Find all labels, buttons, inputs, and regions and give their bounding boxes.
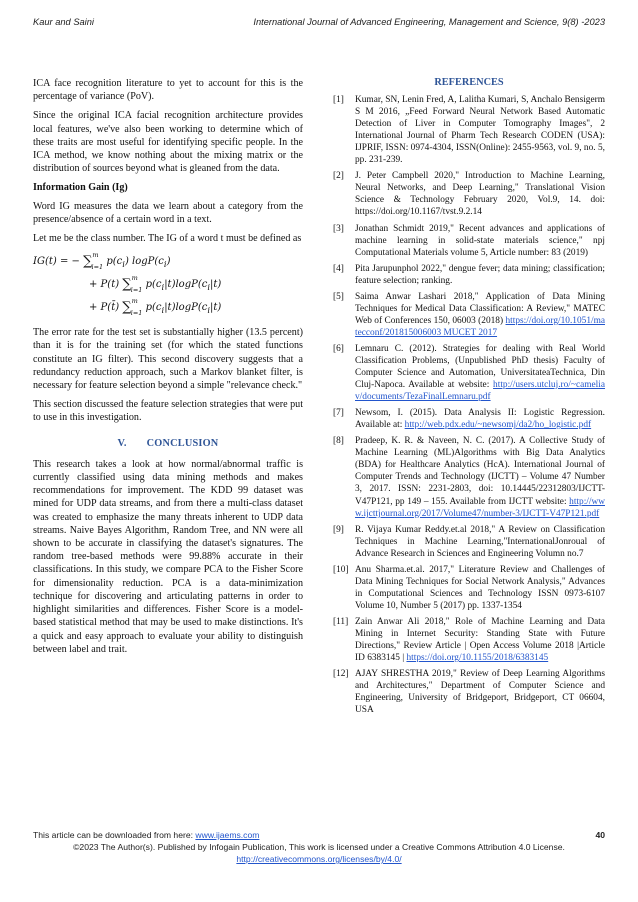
footer-license-link[interactable]: http://creativecommons.org/licenses/by/4.0/ (236, 854, 402, 864)
equation-line-1: IG(t) = − ∑$^m_{i=1}$ $p(c_i)$ $\log P(c_i)$ (33, 251, 171, 272)
reference-link[interactable]: https://doi.org/10.1155/2018/6383145 (406, 653, 549, 664)
reference-text (355, 223, 605, 259)
reference-item (333, 343, 605, 403)
equation-line-3: + P(t̄) ∑$^m_{i=1}$ $p(c_i|t)\log P(c_i|t)$ (89, 297, 222, 318)
reference-item (333, 564, 605, 612)
reference-item (333, 94, 605, 166)
reference-number: [12] (333, 669, 349, 680)
reference-number: [6] (333, 343, 344, 354)
paragraph: This research takes a look at how normal/abnormal traffic is currently classified using data mining methods and makes recommendations for improvement. The KDD 99 dataset was mined for UDP data streams, and from there a multi-class dataset was created to emphasize the many threats inherent to UDP data streams. Naive Bayes Algorithm, Random Tree, and NN were all shown to be accurate in classifying the dataset's signatures. The random tree-based methods were 99.88% accurate in their classifications. In this study, we compare PCA to the Fisher Score for dimensionality reduction. PCA is a data-minimization technique for discovering and articulating patterns in order to highlight similarities and differences. Fisher Score is a model-based statistical method that may be used to make distinctions. It's a quick and easy approach to evaluate your ability to distinguish between label and trait. (33, 458, 303, 655)
reference-citation: Pita Jarupunphol 2022," dengue fever; data mining; classification; feature selection; ranking. (355, 263, 605, 286)
section-number: V. (117, 437, 127, 449)
footer-site-link[interactable]: www.ijaems.com (195, 830, 260, 840)
reference-citation: Saima Anwar Lashari 2018," Application of Data Mining Techniques for Medical Data Classification: A Review," MATEC Web of Conferences 150, 06003 (2018) (355, 291, 605, 326)
reference-text (355, 435, 605, 519)
reference-item (333, 170, 605, 218)
reference-item (333, 435, 605, 519)
reference-text (355, 616, 605, 664)
paragraph: Let me be the class number. The IG of a word t must be defined as (33, 233, 302, 245)
reference-link[interactable]: http://web.pdx.edu/~newsomj/da2/ho_logistic.pdf (404, 420, 592, 431)
reference-item (333, 263, 605, 287)
reference-citation: Jonathan Schmidt 2019," Recent advances and applications of machine learning in solid-state materials science," npj Computational Materials volume 5, Article number: 83 (2019) (355, 223, 605, 258)
reference-citation: Kumar, SN, Lenin Fred, A, Lalitha Kumari, S, Anchalo Bensigerm S M 2016, „Feed Forward Neural Network Based Automatic Detection of Liver in Computer Tomography Images", 2 International Journal of Pharm Tech Research CODEN (USA): IJPRIF, ISSN: 0974-4304, ISSN(Online): 2455-9563, vol. 9, no. 5, pp. 231-239. (355, 95, 605, 166)
reference-number: [5] (333, 291, 344, 302)
reference-item (333, 668, 605, 716)
reference-number: [9] (333, 524, 344, 535)
subheading: Information Gain (Ig) (33, 182, 128, 194)
reference-citation: Lemnaru C. (2012). Strategies for dealing with Real World Classification Problems, (Unpublished PhD thesis) Faculty of Computer Science and Automation, UniversitateaTechnica, Din Cluj-Napoca. Available at website: (355, 343, 605, 391)
reference-text (355, 263, 605, 287)
left-column (33, 77, 303, 662)
header-journal: International Journal of Advanced Engineering, Management and Science, 9(8) -2023 (253, 17, 605, 27)
footer-license-text: ©2023 The Author(s). Published by Infogain Publication, This work is licensed under a Creative Commons Attribution 4.0 License. (73, 842, 565, 852)
paragraph: Since the original ICA facial recognition architecture provides local features, we've also been working to determine which of these traits are most useful for identifying specific people. In the ICA method, we know nothing about the mixing matrix or the distribution of sources beyond what is gleaned from the data. (33, 110, 303, 175)
reference-item (333, 223, 605, 259)
reference-item (333, 291, 605, 339)
reference-list (333, 94, 605, 716)
reference-text (355, 524, 605, 560)
paragraph: Word IG measures the data we learn about a category from the presence/absence of a certain word in a text. (33, 200, 303, 225)
reference-number: [10] (333, 564, 349, 575)
reference-text (355, 564, 605, 612)
footer-download-text: This article can be downloaded from here: (33, 830, 196, 840)
reference-citation: J. Peter Campbell 2020," Introduction to Machine Learning, Neural Networks, and Deep Learning," Translational Vision Science & Technology February 2020, Vol.9, 14. doi: https://doi.org/10.1167/tvst.9.2.14 (355, 171, 605, 218)
reference-number: [1] (333, 95, 344, 106)
reference-citation: AJAY SHRESTHA 2019," Review of Deep Learning Algorithms and Architectures," Department of Computer Science and Engineering, University of Bridgeport, Bridgeport, CT 06604, USA (355, 669, 605, 716)
references-column (333, 77, 605, 720)
section-heading-conclusion (33, 437, 303, 450)
reference-link[interactable]: http://users.utcluj.ro/~cameliav/documents/TezaFinalLemnaru.pdf (355, 380, 606, 403)
reference-number: [3] (333, 223, 344, 234)
reference-number: [4] (333, 263, 344, 274)
references-heading: REFERENCES (434, 77, 504, 88)
reference-number: [11] (333, 616, 349, 627)
reference-text (355, 291, 605, 339)
reference-number: [7] (333, 408, 344, 419)
reference-text (355, 94, 605, 166)
reference-item (333, 524, 605, 560)
header-authors: Kaur and Saini (33, 17, 94, 27)
reference-text (355, 343, 605, 403)
paragraph: This section discussed the feature selection strategies that were put to use in this investigation. (33, 399, 303, 424)
paragraph: ICA face recognition literature to yet to account for this is the percentage of variance (PoV). (33, 78, 303, 103)
reference-citation: Newsom, I. (2015). Data Analysis II: Logistic Regression. Available at: (355, 408, 605, 431)
equation-line-2: + P(t) ∑$^m_{i=1}$ $p(c_i|t)\log P(c_i|t)$ (89, 274, 222, 295)
reference-citation: Pradeep, K. R. & Naveen, N. C. (2017). A Collective Study of Machine Learning (ML)Algorithms with Big Data Analytics (BDA) for Healthcare Analytics (HcA). International Journal of Computer Trends and Technology (IJCTT) – Volume 47 Number 3, 2017. ISSN: 2231-2803, doi: 10.14445/22312803/IJCTT-V47P121, pp 149 – 155. Available from IJCTT website: (355, 436, 605, 507)
reference-citation: Zain Anwar Ali 2018," Role of Machine Learning and Data Mining in Internet Security: Standing State with Future Directions," Review Article | Open Access Volume 2018 |Article ID 6383145 | (355, 616, 605, 664)
ig-equation (33, 251, 303, 320)
reference-text (355, 170, 605, 218)
reference-text (355, 407, 605, 431)
reference-link[interactable]: https://doi.org/10.1051/matecconf/201815006003 MUCET 2017 (355, 315, 605, 338)
page-footer (33, 829, 605, 865)
footer-download-line (33, 829, 605, 841)
paragraph: The error rate for the test set is substantially higher (13.5 percent) than it is for the training set (for which the stated functions constitute an IG filter). This second discovery suggests that a redundancy reduction approach, such a Markov blanket filter, is necessary for feature selection beyond a simple "relevance check." (33, 327, 303, 392)
reference-citation: R. Vijaya Kumar Reddy.et.al 2018," A Review on Classification Techniques in Machine Learning,"InternationalJonroual of Advance Research in Sciences and Engineering Volumn no.7 (355, 524, 605, 559)
reference-item (333, 616, 605, 664)
reference-link[interactable]: http://www.ijcttjournal.org/2017/Volume47/number-3/IJCTT-V47P121.pdf (355, 496, 605, 519)
reference-citation: Anu Sharma.et.al. 2017," Literature Review and Challenges of Data Mining Techniques for Social Network Analysis," Advances in Computational Sciences and Technology ISSN 0973-6107 Volume 10, Number 5 (2017) pp. 1337-1354 (355, 564, 605, 611)
reference-item (333, 407, 605, 431)
page-number: 40 (595, 830, 605, 840)
reference-number: [8] (333, 436, 344, 447)
reference-text (355, 668, 605, 716)
reference-number: [2] (333, 171, 344, 182)
section-title: CONCLUSION (146, 437, 219, 449)
